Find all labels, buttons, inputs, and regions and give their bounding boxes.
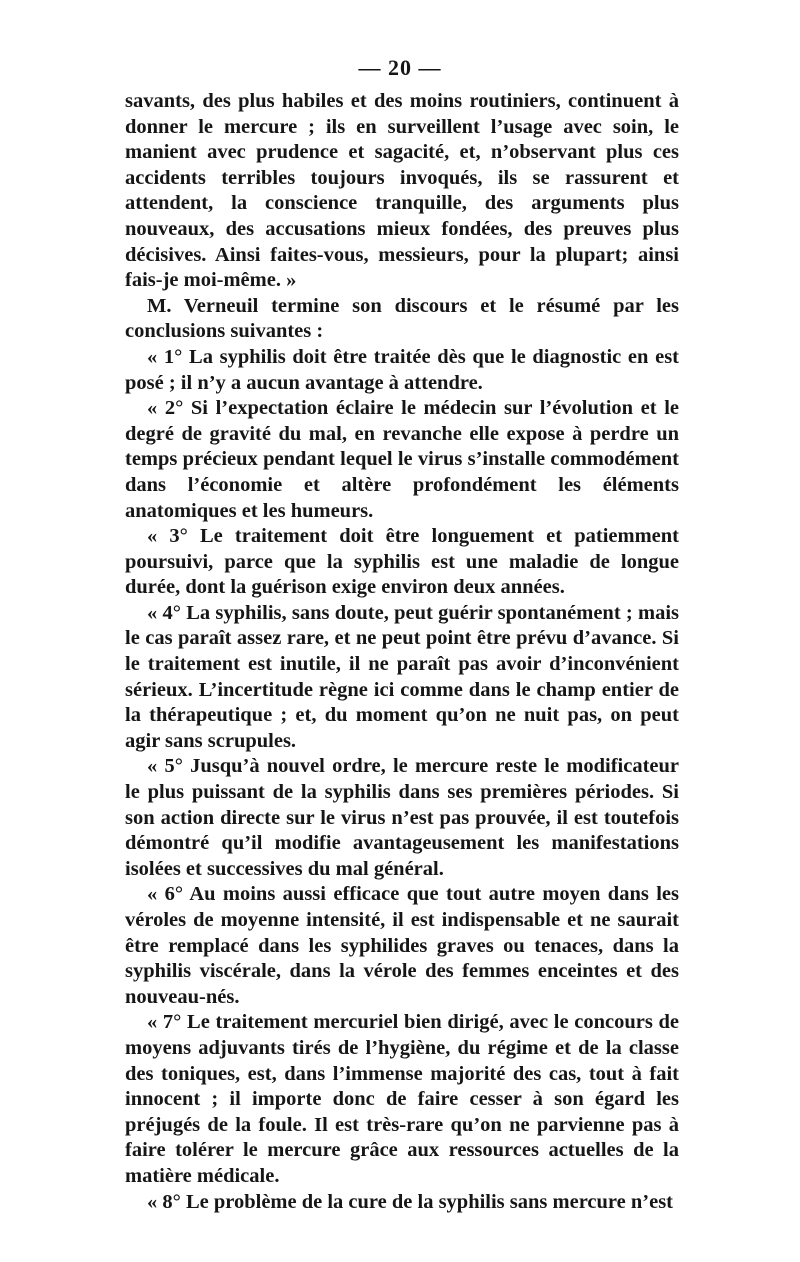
conclusion-3: « 3° Le traitement doit être longuement et patiemment poursuivi, parce que la syphilis est une maladie de longue durée, dont la guérison exige environ deux années. — [125, 525, 679, 599]
body-text — [125, 89, 679, 1215]
conclusion-2: « 2° Si l’expectation éclaire le médecin sur l’évolution et le degré de gravité du mal, en revanche elle expose à perdre un temps précieux pendant lequel le virus s’installe commodément dans l’économie et altère profondément les éléments anatomiques et les humeurs. — [125, 397, 679, 522]
conclusion-5: « 5° Jusqu’à nouvel ordre, le mercure reste le modificateur le plus puissant de la syphilis dans ses premières périodes. Si son action directe sur le virus n’est pas prouvée, il est toutefois démontré qu’il modifie avantageusement les manifestations isolées et successives du mal général. — [125, 755, 679, 880]
paragraph-intro-conclusions: M. Verneuil termine son discours et le résumé par les conclusions suivantes : — [125, 294, 679, 343]
paragraph-continuation: savants, des plus habiles et des moins routiniers, continuent à donner le mercure ; ils en surveillent l’usage avec soin, le manient avec prudence et sagacité, et, n’observant plus ces accidents terribles toujours invoqués, ils se rassurent et attendent, la conscience tranquille, des arguments plus nouveaux, des accusations mieux fondées, des preuves plus décisives. Ainsi faites-vous, messieurs, pour la plupart; ainsi fais-je moi-même. » — [125, 90, 679, 292]
conclusion-6: « 6° Au moins aussi efficace que tout autre moyen dans les véroles de moyenne intensité, il est indispensable et ne saurait être remplacé dans les syphilides graves ou tenaces, dans la syphilis viscérale, dans la vérole des femmes enceintes et des nouveau-nés. — [125, 883, 679, 1008]
page-number: — 20 — — [358, 55, 442, 80]
conclusion-4: « 4° La syphilis, sans doute, peut guérir spontanément ; mais le cas paraît assez rare, et ne peut point être prévu d’avance. Si le traitement est inutile, il ne paraît pas avoir d’inconvénient sérieux. L’incertitude règne ici comme dans le champ entier de la thérapeutique ; et, du moment qu’on ne nuit pas, on peut agir sans scrupules. — [125, 601, 679, 752]
conclusion-7: « 7° Le traitement mercuriel bien dirigé, avec le concours de moyens adjuvants tirés de l’hygiène, du régime et de la classe des toniques, est, dans l’immense majorité des cas, tout à fait innocent ; il importe donc de faire cesser à son égard les préjugés de la foule. Il est très-rare qu’on ne parvienne pas à faire tolérer le mercure grâce aux ressources actuelles de la matière médicale. — [125, 1011, 679, 1187]
conclusion-1: « 1° La syphilis doit être traitée dès que le diagnostic en est posé ; il n’y a aucun avantage à attendre. — [125, 345, 679, 394]
conclusion-8: « 8° Le problème de la cure de la syphilis sans mercure n’est — [147, 1190, 674, 1213]
